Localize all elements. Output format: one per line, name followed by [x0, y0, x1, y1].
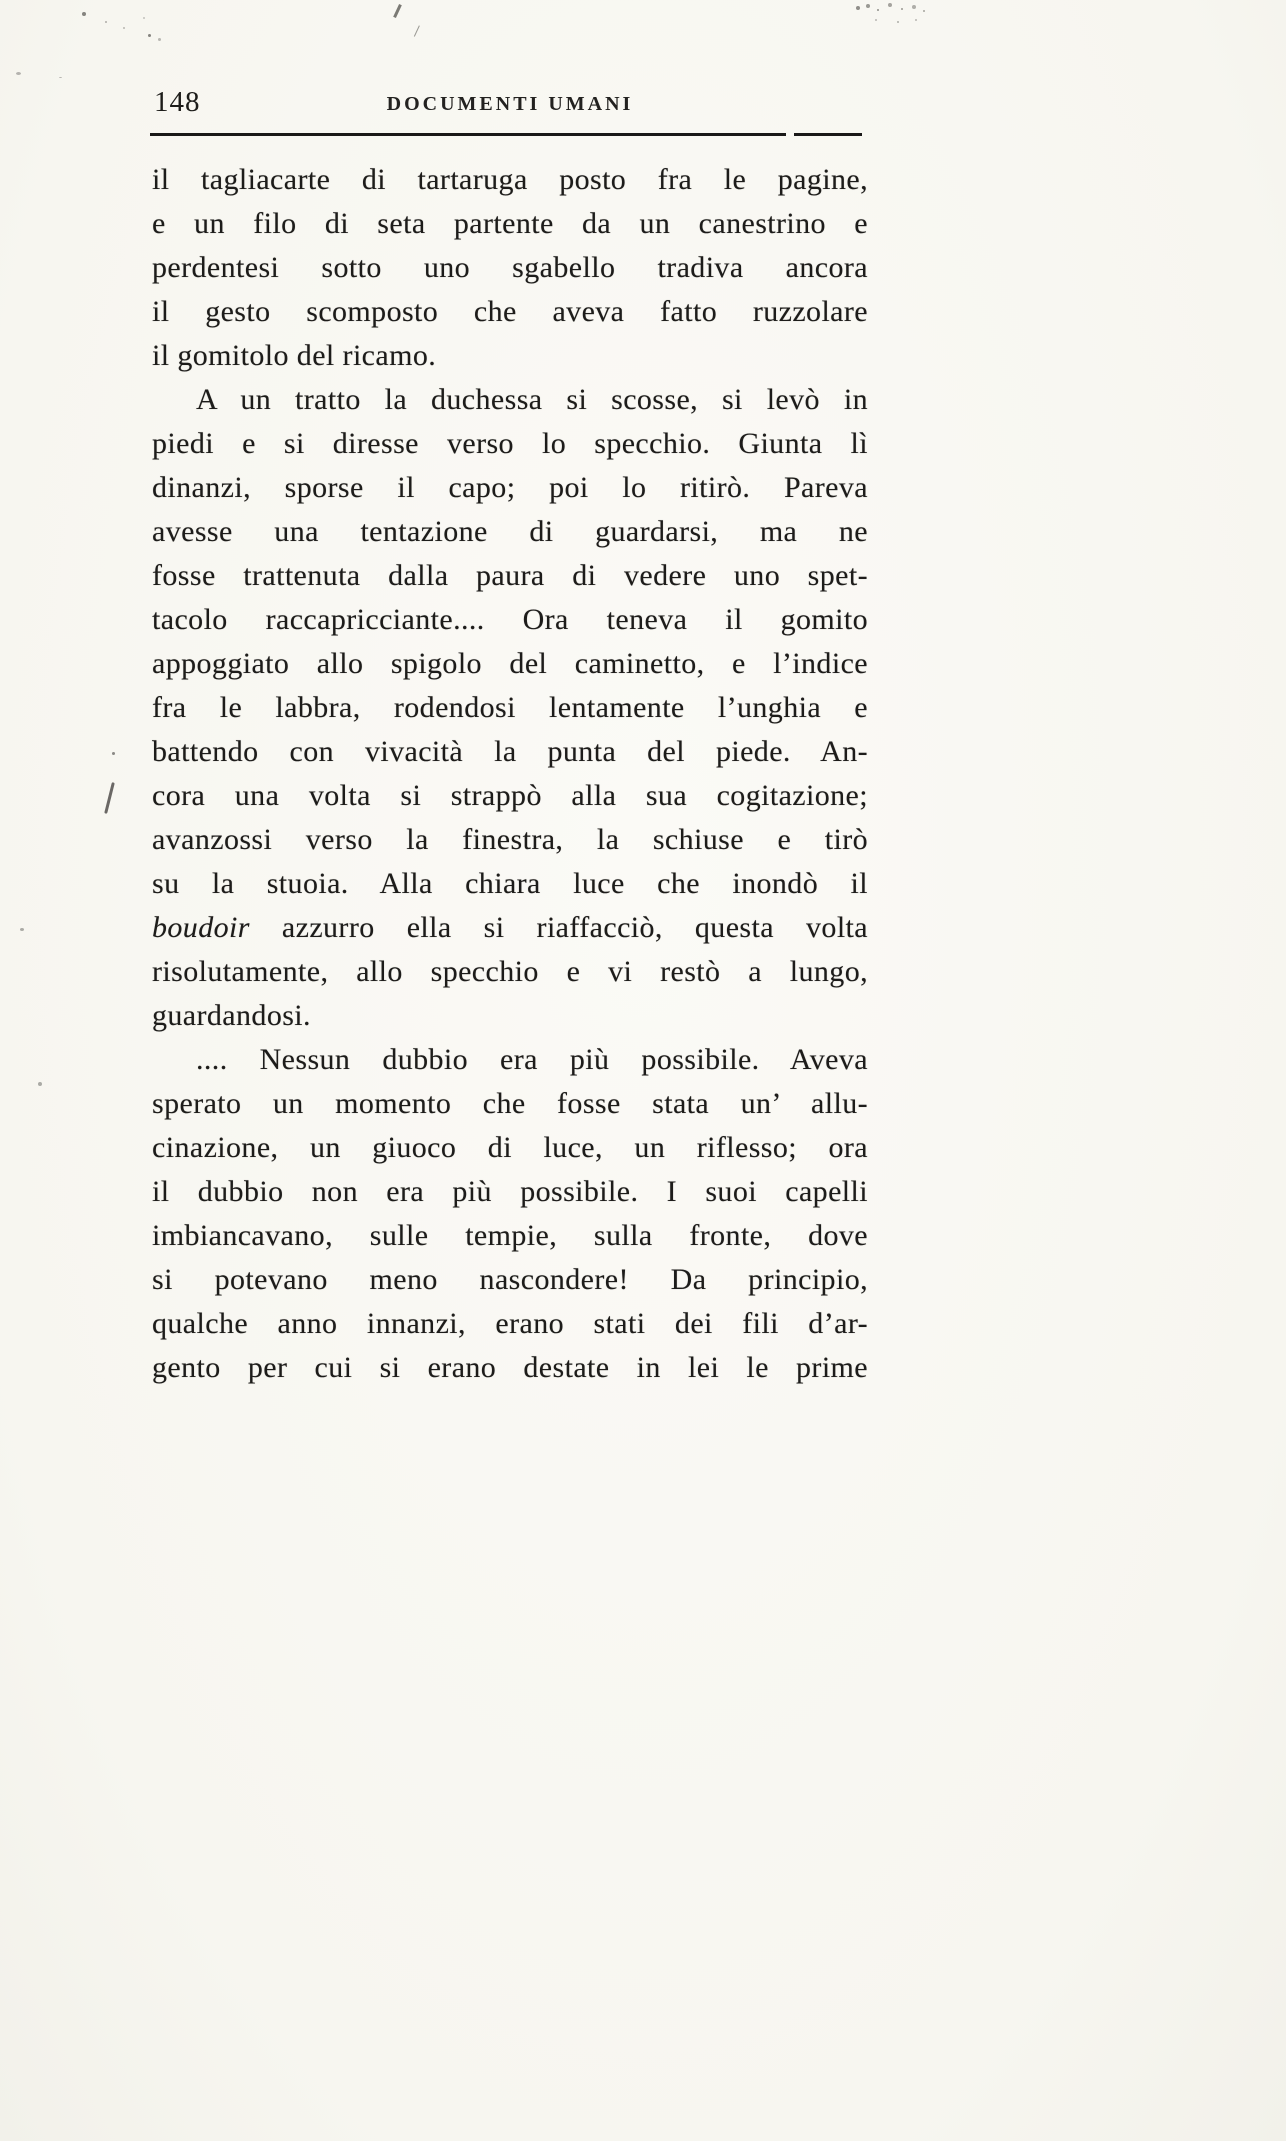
header-rule — [150, 133, 862, 136]
text-line: cinazione, un giuoco di luce, un riflesso; ora — [152, 1131, 868, 1164]
running-title: DOCUMENTI UMANI — [386, 93, 634, 115]
scan-artifact — [16, 72, 21, 75]
scan-artifact — [20, 928, 24, 931]
text-line: tacolo raccapricciante.... Ora teneva il gomito — [152, 603, 868, 636]
header-rule-gap — [786, 133, 794, 136]
text-line: guardandosi. — [152, 999, 311, 1032]
scan-artifact — [38, 1082, 42, 1086]
scan-artifact — [148, 34, 151, 37]
text-block — [152, 158, 868, 1390]
text-line: risolutamente, allo specchio e vi restò a lungo, — [152, 955, 868, 988]
text-line: A un tratto la duchessa si scosse, si levò in — [196, 383, 868, 416]
text-line: piedi e si diresse verso lo specchio. Giunta lì — [152, 427, 868, 460]
scan-artifact — [393, 4, 402, 18]
text-line: battendo con vivacità la punta del piede. An- — [152, 735, 868, 768]
text-line: il gesto scomposto che aveva fatto ruzzolare — [152, 295, 868, 328]
text-line: gento per cui si erano destate in lei le prime — [152, 1351, 868, 1384]
text-line: dinanzi, sporse il capo; poi lo ritirò. Pareva — [152, 471, 868, 504]
text-line: cora una volta si strappò alla sua cogitazione; — [152, 779, 868, 812]
text-line: .... Nessun dubbio era più possibile. Aveva — [196, 1043, 868, 1076]
text-line: perdentesi sotto uno sgabello tradiva ancora — [152, 251, 868, 284]
scan-artifact — [82, 12, 86, 16]
text-line: avanzossi verso la finestra, la schiuse e tirò — [152, 823, 868, 856]
text-line: e un filo di seta partente da un canestrino e — [152, 207, 868, 240]
text-line-with-italic — [152, 906, 868, 950]
running-head — [152, 84, 868, 122]
text-line: il tagliacarte di tartaruga posto fra le pagine, — [152, 163, 868, 196]
page-number: 148 — [154, 86, 201, 118]
text-line: il gomitolo del ricamo. — [152, 339, 437, 372]
text-line: avesse una tentazione di guardarsi, ma ne — [152, 515, 868, 548]
text-line: appoggiato allo spigolo del caminetto, e l’indice — [152, 647, 868, 680]
text-line: imbiancavano, sulle tempie, sulla fronte, dove — [152, 1219, 868, 1252]
text-line-rest: azzurro ella si riaffacciò, questa volta — [249, 911, 868, 944]
text-line: sperato un momento che fosse stata un’ allu- — [152, 1087, 868, 1120]
text-line: qualche anno innanzi, erano stati dei fili d’ar- — [152, 1307, 868, 1340]
text-line: si potevano meno nascondere! Da principio, — [152, 1263, 868, 1296]
scan-artifact — [856, 6, 860, 10]
scan-artifact — [112, 752, 115, 755]
italic-word-boudoir: boudoir — [152, 911, 250, 944]
text-line: il dubbio non era più possibile. I suoi capelli — [152, 1175, 868, 1208]
text-line: fosse trattenuta dalla paura di vedere uno spet- — [152, 559, 868, 592]
text-line: fra le labbra, rodendosi lentamente l’unghia e — [152, 691, 868, 724]
scan-artifact-margin-slash — [104, 782, 115, 814]
text-line: su la stuoia. Alla chiara luce che inondò il — [152, 867, 868, 900]
